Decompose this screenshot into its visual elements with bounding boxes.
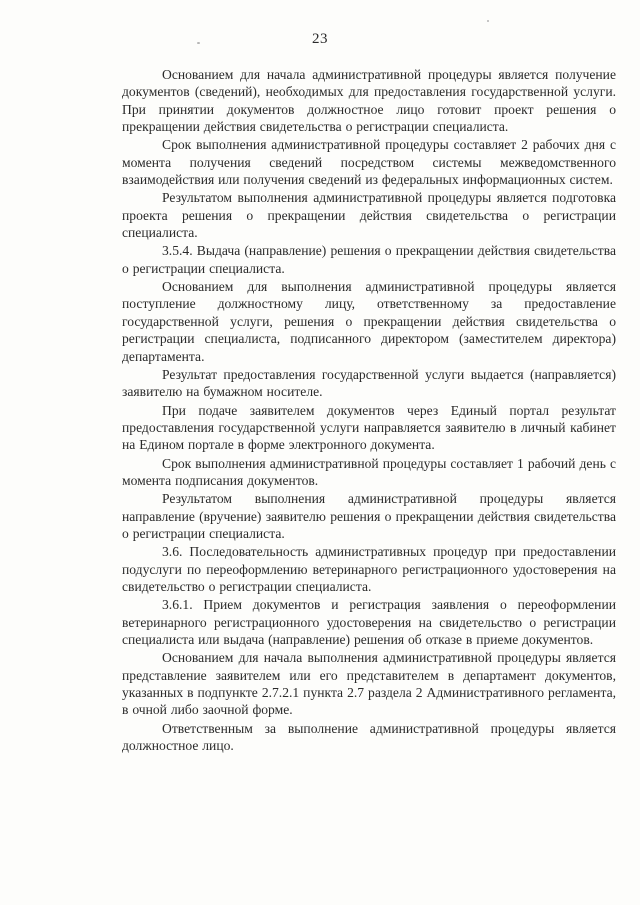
scan-speck [487, 20, 489, 22]
scan-speck [197, 42, 200, 44]
section-heading: 3.6.1. Прием документов и регистрация заявления о переоформлении ветеринарного регистрационного удостоверения на свидетельство о регистрации специалиста или выдача (направление) решения об отказе в приеме документов. [122, 597, 616, 647]
section-heading: 3.5.4. Выдача (направление) решения о прекращении действия свидетельства о регистрации специалиста. [122, 243, 616, 276]
paragraph: Основанием для выполнения административной процедуры является поступление должностному лицу, ответственному за предоставление государственной услуги, решения о прекращении действия свидетельства о регистрации специалиста, подписанного директором (заместителем директора) департамента. [122, 279, 616, 364]
document-body [122, 66, 616, 755]
paragraph: Срок выполнения административной процедуры составляет 1 рабочий день с момента подписания документов. [122, 455, 616, 488]
paragraph: Результат предоставления государственной услуги выдается (направляется) заявителю на бумажном носителе. [122, 366, 616, 400]
page-number: 23 [312, 31, 328, 47]
paragraph: Результатом выполнения административной процедуры является подготовка проекта решения о прекращении действия свидетельства о регистрации специалиста. [122, 190, 616, 241]
paragraph: Результатом выполнения административной процедуры является направление (вручение) заявителю решения о прекращении действия свидетельства о регистрации специалиста. [122, 491, 616, 541]
paragraph: Срок выполнения административной процедуры составляет 2 рабочих дня с момента получения сведений посредством системы межведомственного взаимодействия или получения сведений из федеральных информационных систем. [122, 137, 616, 188]
paragraph: При подаче заявителем документов через Единый портал результат предоставления государственной услуги направляется заявителю в личный кабинет на Едином портале в форме электронного документа. [122, 402, 616, 453]
paragraph: Основанием для начала выполнения административной процедуры является представление заявителем или его представителем в департамент документов, указанных в подпункте 2.7.2.1 пункта 2.7 раздела 2 Административного регламента, в очной либо заочной форме. [122, 650, 616, 718]
paragraph: Ответственным за выполнение административной процедуры является должностное лицо. [122, 720, 616, 753]
section-heading: 3.6. Последовательность административных процедур при предоставлении подуслуги по переоформлению ветеринарного регистрационного удостоверения на свидетельство о регистрации специалиста. [122, 544, 616, 594]
paragraph: Основанием для начала административной процедуры является получение документов (сведений), необходимых для предоставления государственной услуги. При принятии документов должностное лицо готовит проект решения о прекращении действия свидетельства о регистрации специалиста. [122, 67, 616, 135]
